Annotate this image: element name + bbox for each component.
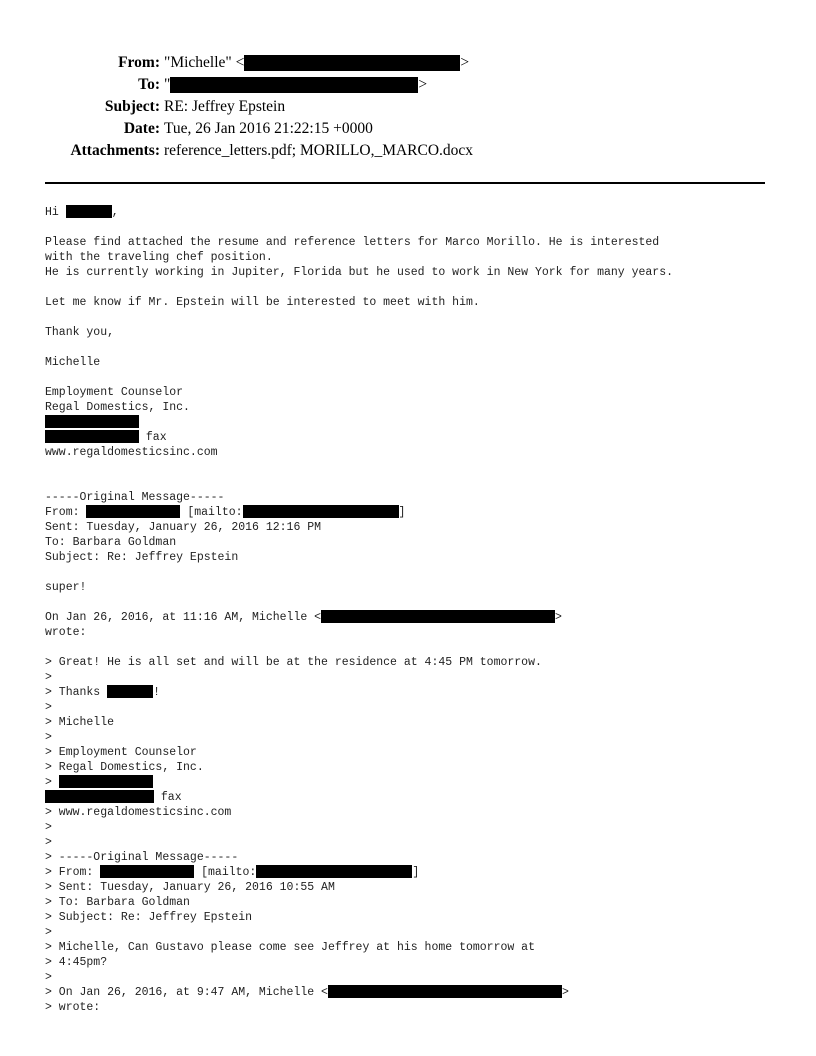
redacted-block [244, 55, 460, 71]
date-value: Tue, 26 Jan 2016 21:22:15 +0000 [164, 120, 373, 137]
quoted-blank: > [45, 701, 52, 714]
quoted-attribution-text: > On Jan 26, 2016, at 9:47 AM, Michelle < [45, 986, 328, 999]
to-value-text: " [164, 76, 171, 93]
signature-title: Employment Counselor [45, 386, 184, 399]
redacted-block [59, 775, 153, 788]
header-date-row [0, 118, 816, 140]
quoted-wrote: > wrote: [45, 1001, 101, 1014]
attribution-close: > [555, 611, 562, 624]
header-from-row [0, 52, 816, 74]
quoted-subject: > Subject: Re: Jeffrey Epstein [45, 911, 253, 924]
quoted-name: > Michelle [45, 716, 115, 729]
header-attachments-row [0, 140, 816, 162]
quoted-thanks-bang: ! [153, 686, 161, 699]
redacted-block [256, 865, 412, 878]
quoted-line: > Great! He is all set and will be at the residence at 4:45 PM tomorrow. [45, 656, 542, 669]
redacted-block [100, 865, 194, 878]
greeting-text: Hi [45, 206, 66, 219]
quoted-thanks [45, 685, 160, 700]
quoted-title: > Employment Counselor [45, 746, 197, 759]
quoted-mailto-suffix: ] [412, 866, 420, 879]
quoted-blank: > [45, 836, 52, 849]
original-body: super! [45, 581, 87, 594]
original-subject: Subject: Re: Jeffrey Epstein [45, 551, 239, 564]
quoted-from [45, 865, 419, 880]
quoted-ask-line1: > Michelle, Can Gustavo please come see Jeffrey at his home tomorrow at [45, 941, 535, 954]
quoted-blank: > [45, 971, 52, 984]
from-value-text: "Michelle" < [164, 54, 245, 71]
original-from-label: From: [45, 506, 87, 519]
original-wrote: wrote: [45, 626, 87, 639]
header-subject-row [0, 96, 816, 118]
body-para1-line2: with the traveling chef position. [45, 251, 273, 264]
body-para2: Let me know if Mr. Epstein will be interested to meet with him. [45, 296, 480, 309]
quoted-fax [45, 790, 182, 805]
subject-label: Subject: [104, 98, 160, 115]
redacted-block [66, 205, 112, 218]
redacted-block [45, 415, 139, 428]
quoted-fax-label: fax [154, 791, 182, 804]
redacted-block [45, 430, 139, 443]
signature-fax [45, 430, 167, 445]
quoted-phone [45, 775, 153, 790]
mailto-prefix: [mailto: [180, 506, 243, 519]
body-para1-line1: Please find attached the resume and reference letters for Marco Morillo. He is interested [45, 236, 660, 249]
quoted-sent: > Sent: Tuesday, January 26, 2016 10:55 AM [45, 881, 335, 894]
quoted-phone-prefix: > [45, 776, 59, 789]
attachments-value[interactable]: reference_letters.pdf; MORILLO,_MARCO.docx [164, 142, 474, 159]
redacted-block [243, 505, 399, 518]
redacted-block [328, 985, 562, 998]
original-from [45, 505, 405, 520]
signature-phone [45, 415, 139, 430]
redacted-block [45, 790, 154, 803]
original-attribution [45, 610, 562, 625]
attachments-label: Attachments: [70, 142, 160, 159]
quoted-blank: > [45, 926, 52, 939]
mailto-suffix: ] [398, 506, 406, 519]
quoted-blank: > [45, 821, 52, 834]
redacted-block [86, 505, 180, 518]
quoted-to: > To: Barbara Goldman [45, 896, 190, 909]
quoted-website[interactable]: > www.regaldomesticsinc.com [45, 806, 232, 819]
quoted-thanks-text: > Thanks [45, 686, 108, 699]
signature-website[interactable]: www.regaldomesticsinc.com [45, 446, 218, 459]
quoted-company: > Regal Domestics, Inc. [45, 761, 204, 774]
quoted-separator: > -----Original Message----- [45, 851, 239, 864]
redacted-block [107, 685, 153, 698]
to-value-close: > [418, 76, 428, 93]
quoted-blank: > [45, 671, 52, 684]
subject-value: RE: Jeffrey Epstein [164, 98, 286, 115]
quoted-mailto-prefix: [mailto: [194, 866, 257, 879]
quoted-ask-line2: > 4:45pm? [45, 956, 108, 969]
from-label: From: [118, 54, 160, 71]
original-sent: Sent: Tuesday, January 26, 2016 12:16 PM [45, 521, 322, 534]
greeting [45, 205, 119, 220]
header-to-row [0, 74, 816, 96]
attribution-text: On Jan 26, 2016, at 11:16 AM, Michelle < [45, 611, 322, 624]
signature-company: Regal Domestics, Inc. [45, 401, 190, 414]
quoted-attribution-close: > [561, 986, 569, 999]
quoted-from-label: > From: [45, 866, 101, 879]
original-separator: -----Original Message----- [45, 491, 225, 504]
greeting-comma: , [111, 206, 119, 219]
to-value [164, 74, 427, 96]
header-divider [45, 182, 765, 184]
fax-label: fax [139, 431, 167, 444]
body-thanks: Thank you, [45, 326, 115, 339]
redacted-block [170, 77, 418, 93]
original-to: To: Barbara Goldman [45, 536, 177, 549]
signature-name: Michelle [45, 356, 101, 369]
body-para1-line3: He is currently working in Jupiter, Florida but he used to work in New York for many years. [45, 266, 674, 279]
date-label: Date: [123, 120, 160, 137]
quoted-attribution [45, 985, 569, 1000]
from-value-close: > [460, 54, 470, 71]
redacted-block [321, 610, 555, 623]
from-value [164, 52, 469, 74]
to-label: To: [138, 76, 160, 93]
quoted-blank: > [45, 731, 52, 744]
